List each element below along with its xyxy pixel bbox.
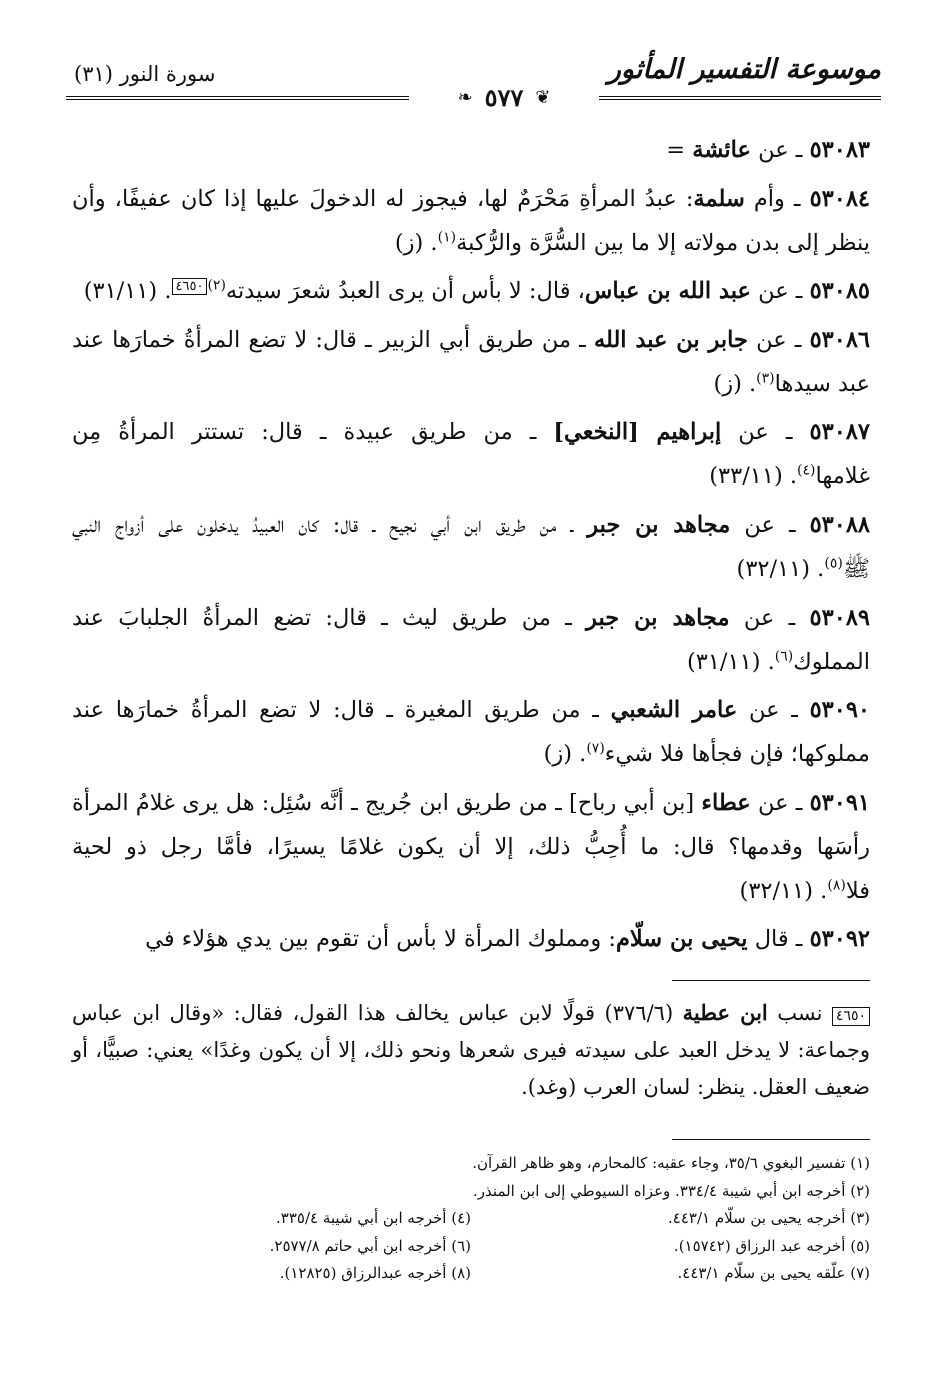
entry-prefix: ـ عن: [750, 137, 810, 163]
ornament-icon: ❦: [535, 86, 551, 108]
volume-reference: . (٣٢/١١): [736, 555, 825, 582]
entry-prefix: ـ وأم: [744, 185, 810, 212]
footnote-marker[interactable]: (٣): [756, 370, 775, 387]
footnote-row: [72, 1150, 870, 1178]
hadith-entry: [72, 596, 870, 684]
footnote-marker[interactable]: (٧): [586, 740, 605, 757]
entry-number: ٥٣٠٨٣: [809, 137, 870, 163]
footnote-marker[interactable]: (٤): [797, 462, 816, 479]
footnote-1: (١) تفسير البغوي ٣٥/٦، وجاء عقبه: كالمحارم، وهو ظاهر القرآن.: [472, 1154, 870, 1172]
page-header: [66, 50, 881, 110]
footnote-row: [72, 1205, 870, 1233]
entry-text: ـ من طريق المغيرة ـ قال: لا تضع المرأةُ خمارَها عند مملوكها؛ فإن فجأها فلا شيء: [72, 697, 870, 768]
entry-text: [بن أبي رباح] ـ من طريق ابن جُريج ـ أنَّه سُئِل: هل يرى غلامُ المرأة رأسَها وقدمها؟ قال: ما أُحِبُّ ذلك، إلا أن يكون غلامًا يسيرًا، فأمَّا رجل ذو لحية فلا: [72, 789, 870, 904]
entry-text: ـ من طريق ليث ـ قال: تضع المرأةُ الجلبابَ عند المملوك: [72, 604, 870, 675]
hadith-entry: [72, 177, 870, 265]
volume-reference: . (ز): [543, 741, 587, 768]
commentary-author: ابن عطية: [682, 1000, 768, 1025]
book-title: موسوعة التفسير المأثور: [607, 54, 881, 85]
header-rule-right: [599, 96, 881, 97]
footnote-marker[interactable]: (٦): [774, 648, 794, 665]
footnote-3: (٣) أخرجه يحيى بن سلّام ٤٤٣/١.: [668, 1209, 870, 1227]
narrator-name: سلمة: [693, 185, 745, 212]
page-number: ٥٧٧: [484, 82, 524, 112]
narrator-name: عطاء: [701, 789, 751, 816]
narrator-name: جابر بن عبد الله: [593, 326, 748, 353]
entry-number: ٥٣٠٨٨: [809, 511, 871, 538]
hadith-entry: [72, 688, 870, 776]
page-number-group: [409, 84, 599, 110]
narrator-name: مجاهد بن جبر: [587, 511, 731, 538]
footnote-marker[interactable]: (٢): [207, 277, 226, 294]
entry-number: ٥٣٠٩٠: [809, 697, 870, 724]
footnote-marker[interactable]: (٨): [827, 877, 846, 894]
volume-reference: . (٣١/١١): [686, 648, 775, 675]
volume-reference: . (٣٢/١١): [739, 877, 828, 904]
commentary-prefix: نسب: [767, 1001, 832, 1025]
entry-text: ـ من طريق أبي الزبير ـ قال: لا تضع المرأةُ خمارَها عند عبد سيدها: [72, 326, 870, 397]
entry-text: =: [666, 137, 693, 163]
entry-number: ٥٣٠٩٢: [809, 926, 870, 953]
footnote-4: (٤) أخرجه ابن أبي شيبة ٣٣٥/٤.: [276, 1209, 471, 1227]
entry-prefix: ـ عن: [737, 697, 810, 724]
entry-text: : عبدُ المرأةِ مَحْرَمٌ لها، فيجوز له الدخولَ عليها إذا كان عفيفًا، وأن ينظر إلى بدن مولاته إلا ما بين السُّرَّة والرُّكبة: [72, 185, 870, 256]
footnote-marker[interactable]: (١): [437, 229, 457, 246]
entry-prefix: ـ عن: [730, 511, 810, 538]
surah-title: سورة النور (٣١): [74, 62, 216, 86]
ornament-icon: ❧: [457, 86, 473, 108]
narrator-name: إبراهيم [النخعي]: [553, 419, 722, 446]
hadith-entry: [72, 503, 870, 591]
footnote-6: (٦) أخرجه ابن أبي حاتم ٢٥٧٧/٨.: [269, 1236, 471, 1255]
entry-prefix: ـ عن: [750, 789, 810, 816]
footnote-5: (٥) أخرجه عبد الرزاق (١٥٧٤٢).: [673, 1236, 870, 1255]
narrator-name: مجاهد بن جبر: [586, 604, 730, 631]
footnote-row: [72, 1178, 870, 1206]
commentary-box-marker[interactable]: ٤٦٥٠: [172, 278, 208, 295]
entry-number: ٥٣٠٨٦: [809, 326, 870, 353]
narrator-name: عائشة: [692, 137, 751, 163]
entry-text: : ومملوك المرأة لا بأس أن تقوم بين يدي هؤلاء في: [145, 926, 616, 953]
footnote-2: (٢) أخرجه ابن أبي شيبة ٣٣٤/٤. وعزاه السيوطي إلى ابن المنذر.: [473, 1181, 870, 1200]
entry-prefix: ـ عن: [747, 326, 810, 353]
volume-reference: . (ز): [713, 370, 757, 397]
hadith-entry: [72, 269, 870, 313]
header-rule-left: [66, 96, 409, 97]
hadith-entry: [72, 318, 870, 406]
hadith-entry: [72, 410, 870, 498]
narrator-name: عبد الله بن عباس: [584, 278, 751, 305]
entry-prefix: ـ عن: [721, 419, 810, 446]
footnote-marker[interactable]: (٥): [824, 555, 843, 572]
commentary-separator: [672, 980, 870, 981]
footnote-row: [72, 1260, 870, 1288]
entry-number: ٥٣٠٩١: [809, 789, 870, 816]
volume-reference: . (٣٣/١١): [709, 463, 798, 490]
hadith-entry: [72, 781, 870, 913]
entry-number: ٥٣٠٨٩: [809, 604, 870, 631]
entry-number: ٥٣٠٨٤: [809, 185, 870, 212]
entry-text: ـ من طريق ابن أبي نجيح ـ قال: كان العبيدُ يدخلون على أزواج النبي ﷺ: [72, 511, 870, 582]
entry-prefix: ـ عن: [750, 278, 810, 305]
volume-reference: . (٣١/١١): [83, 278, 172, 305]
entry-prefix: ـ عن: [729, 604, 810, 631]
footnote-row: [72, 1233, 870, 1261]
hadith-entry: [72, 917, 870, 961]
commentary-text: (٣٧٦/٦) قولًا لابن عباس يخالف هذا القول، فقال: «وقال ابن عباس وجماعة: لا يدخل العبد على سيدته فيرى شعرها ونحو ذلك، إلا أن يكون وغدًا» يعني: صبيًّا، أو ضعيف العقل. ينظر: لسان العرب (وغد).: [72, 1001, 870, 1099]
narrator-name: عامر الشعبي: [610, 697, 738, 724]
entry-text: ـ من طريق عبيدة ـ قال: تستتر المرأةُ مِن غلامها: [72, 419, 870, 490]
narrator-name: يحيى بن سلّام: [615, 926, 748, 953]
entry-prefix: ـ قال: [747, 926, 810, 953]
volume-reference: . (ز): [394, 229, 438, 256]
footnote-7: (٧) علّقه يحيى بن سلّام ٤٤٣/١.: [677, 1264, 870, 1282]
footnotes: [72, 1150, 870, 1288]
commentary-box-number: ٤٦٥٠: [832, 1007, 870, 1026]
main-text: [72, 128, 870, 966]
commentary-note: [72, 994, 870, 1106]
entry-text: ، قال: لا بأس أن يرى العبدُ شعرَ سيدته: [225, 278, 585, 305]
entry-number: ٥٣٠٨٧: [809, 419, 870, 446]
footnote-separator: [672, 1139, 870, 1140]
hadith-entry: [72, 128, 870, 172]
entry-number: ٥٣٠٨٥: [809, 278, 870, 305]
footnote-8: (٨) أخرجه عبدالرزاق (١٢٨٢٥).: [279, 1264, 471, 1282]
